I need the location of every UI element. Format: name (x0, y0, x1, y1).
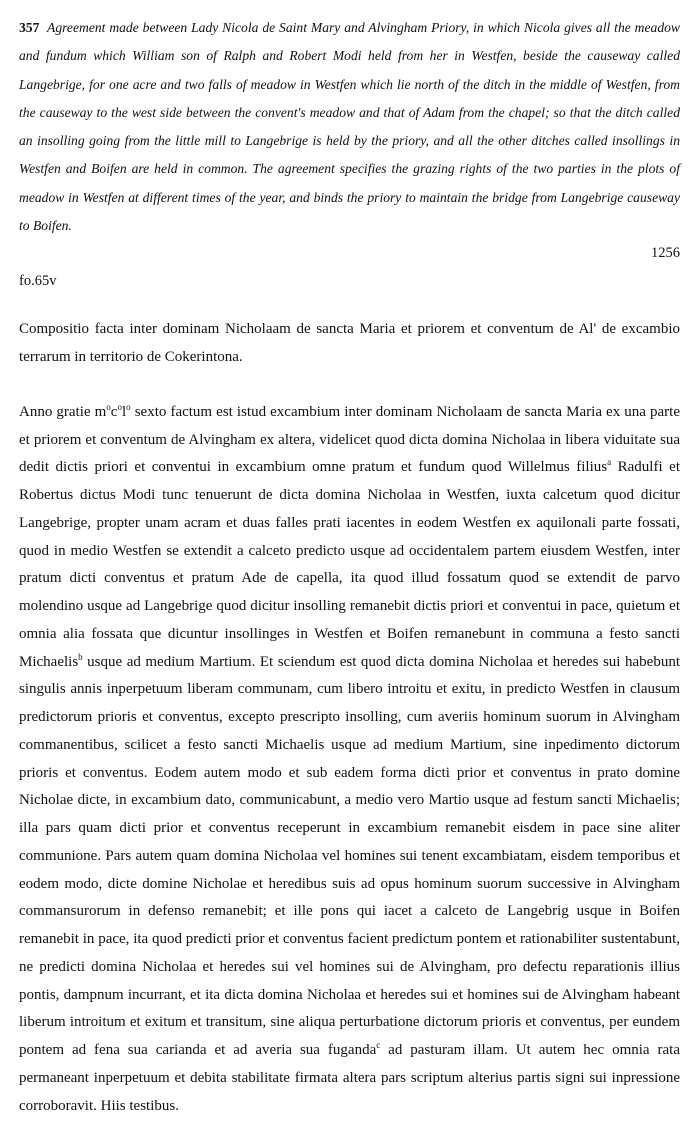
superscript: o (106, 401, 111, 412)
charter-text-part: Anno gratie m (19, 403, 107, 420)
superscript: o (126, 401, 131, 412)
charter-text-part: Radulfi et Robertus dictus Modi tunc tenuerunt de dicta domina Nicholaa in Westfen, iuxta calcetum quod dicitur Langebrige, propter unam acram et duas falles prati iacentes in eodem Westfen ex aquilonali parte fossati, quod in medio Westfen se extendit a calceto predicto usque ad occidentalem partem eiusdem Westfen, inter pratum dicti conventus et pratum Ade de capella, ita quod illud fossatum quod se extendit de parvo molendino usque ad Langebrige quod dicitur insolling remanebit dictis priori et conventui in pace, quietum et omnia alia fossata que dicuntur insollinges in Westfen et Boifen remanebunt in communa a festo sancti Michaelis (19, 459, 680, 670)
entry-summary (19, 14, 680, 240)
charter-text-part: c (110, 403, 118, 420)
superscript: o (117, 401, 122, 412)
entry-number: 357 (19, 20, 40, 35)
charter-text-part: ad pasturam illam. Ut autem hec omnia rata permaneant inperpetuum et debita stabilitate firmata altera pars scriptum alterius partis signi sui inpressione corroboravit. Hiis testibus. (19, 1042, 680, 1114)
folio-reference: fo.65v (19, 273, 57, 290)
charter-text-part: usque ad medium Martium. Et sciendum est quod dicta domina Nicholaa et heredes sui habebunt singulis annis inperpetuum liberam communam, cum libero introitu et exitu, in predicto Westfen in clausum predictorum prioris et conventus, excepto prescripto insolling, cum averiis hominum suorum in Alvingham commanentibus, scilicet a festo sancti Michaelis usque ad medium Martium, sine inpedimento dictorum prioris et conventus. Eodem autem modo et sub eadem forma dicti prior et conventus in prato domine Nicholae dicte, in excambium dato, communicabunt, a medio vero Martio usque ad festum sancti Michaelis; illa pars quam dicti prior et conventus receperunt in excambium remanebit eisdem in pace sine aliter communione. Pars autem quam domina Nicholaa vel homines sui tenent excambiatam, eisdem temporibus et eodem modo, dicte domine Nicholae et heredibus suis ad opus hominum suorum successive in Alvingham commansurorum in defenso remanebit; et ille pons qui iacet a calceto de Langebrig usque in Boifen remanebit in pace, ita quod predicti prior et conventus facient predictum pontem et rationabiliter sustentabunt, ne predicti domina Nicholaa et heredes sui vel homines sui de Alvingham, pro defectu reparationis illius pontis, dampnum incurrant, et ita dicta domina Nicholaa et heredes sui et homines sui de Alvingham habeant liberum introitum et exitum et transitum, sine aliqua perturbatione dictorum prioris et conventus, per eundem pontem ad fena sua carianda et ad averia sua fuganda (19, 653, 680, 1059)
footnote-marker: b (78, 651, 83, 662)
entry-year: 1256 (651, 245, 680, 262)
charter-text-part: sexto factum est istud excambium inter dominam Nicholaam de sancta Maria ex una parte et priorem et conventum de Alvingham ex altera, videlicet quod dicta domina Nicholaa in libera viduitate sua dedit dictis priori et conventui in excambium omne pratum et fundum quod Willelmus filius (19, 403, 680, 476)
footnote-marker: c (376, 1040, 381, 1051)
charter-text (19, 399, 680, 1121)
entry-summary-text: Agreement made between Lady Nicola de Saint Mary and Alvingham Priory, in which Nicola gives all the meadow and fundum which William son of Ralph and Robert Modi held from her in Westfen, beside the causeway called Langebrige, for one acre and two falls of meadow in Westfen which lie north of the ditch in the middle of Westfen, from the causeway to the west side between the convent's meadow and that of Adam from the chapel; so that the ditch called an insolling going from the little mill to Langebrige is held by the priory, and all the other ditches called insollings in Westfen and Boifen are held in common. The agreement specifies the grazing rights of the two parties in the plots of meadow in Westfen at different times of the year, and binds the priory to maintain the bridge from Langebrige causeway to Boifen. (19, 20, 680, 234)
charter-text-part: l (121, 403, 127, 420)
footnote-marker: a (607, 457, 612, 468)
charter-heading: Compositio facta inter dominam Nicholaam de sancta Maria et priorem et conventum de Al' de excambio terrarum in territorio de Cokerintona. (19, 321, 680, 365)
